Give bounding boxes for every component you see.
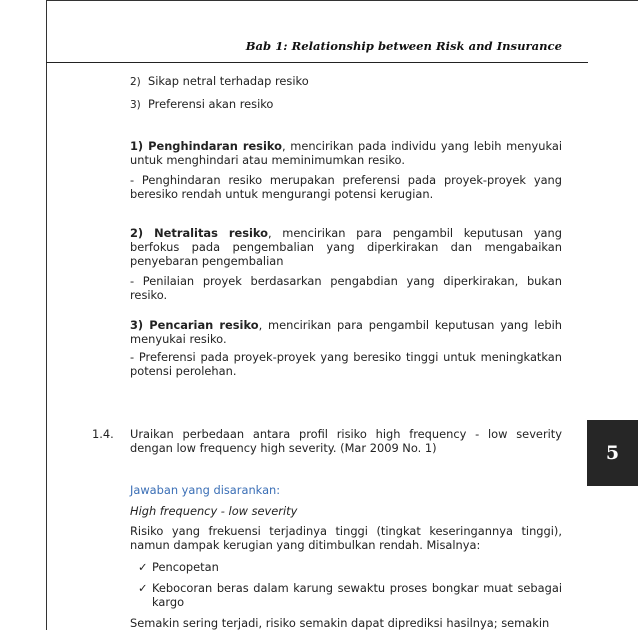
paragraph-risk-avoidance-note: - Penghindaran resiko merupakan preferensi pada proyek-proyek yang beresiko rendah untuk mengurangi potensi kerugian.: [130, 173, 562, 201]
check-item: ✓ Kebocoran beras dalam karung sewaktu proses bongkar muat sebagai kargo: [138, 581, 562, 609]
check-item: ✓ Pencopetan: [138, 560, 219, 574]
checkmark-icon: ✓: [138, 581, 148, 595]
section-number: 1.4.: [92, 427, 114, 441]
answer-heading: Jawaban yang disarankan:: [130, 483, 281, 497]
header-rule: [46, 62, 588, 63]
paragraph-trailing: Semakin sering terjadi, risiko semakin dapat diprediksi hasilnya; semakin: [130, 616, 550, 630]
checkmark-icon: ✓: [138, 560, 148, 574]
list-item: 3) Preferensi akan resiko: [130, 97, 274, 111]
paragraph-risk-seeking-note: - Preferensi pada proyek-proyek yang beresiko tinggi untuk meningkatkan potensi perolehan.: [130, 350, 562, 378]
section-question: Uraikan perbedaan antara profil risiko high frequency - low severity dengan low frequency high severity. (Mar 2009 No. 1): [130, 427, 562, 455]
page-border-top: [46, 0, 638, 1]
page-border-left: [46, 0, 47, 630]
running-header: Bab 1: Relationship between Risk and Insurance: [245, 39, 562, 53]
paragraph-risk-neutrality-note: - Penilaian proyek berdasarkan pengabdian yang diperkirakan, bukan resiko.: [130, 274, 562, 302]
subheading: High frequency - low severity: [130, 504, 298, 518]
paragraph-risk-avoidance: 1) Penghindaran resiko, mencirikan pada individu yang lebih menyukai untuk menghindari atau meminimumkan resiko.: [130, 139, 562, 167]
chapter-tab: 5: [587, 420, 638, 486]
paragraph-high-frequency: Risiko yang frekuensi terjadinya tinggi (tingkat keseringannya tinggi), namun dampak kerugian yang ditimbulkan rendah. Misalnya:: [130, 524, 562, 552]
paragraph-risk-seeking: 3) Pencarian resiko, mencirikan para pengambil keputusan yang lebih menyukai resiko.: [130, 318, 563, 346]
paragraph-risk-neutrality: 2) Netralitas resiko, mencirikan para pengambil keputusan yang berfokus pada pengembalian yang diperkirakan dan mengabaikan penyebaran pengembalian: [130, 226, 562, 268]
list-item: 2) Sikap netral terhadap resiko: [130, 74, 309, 88]
